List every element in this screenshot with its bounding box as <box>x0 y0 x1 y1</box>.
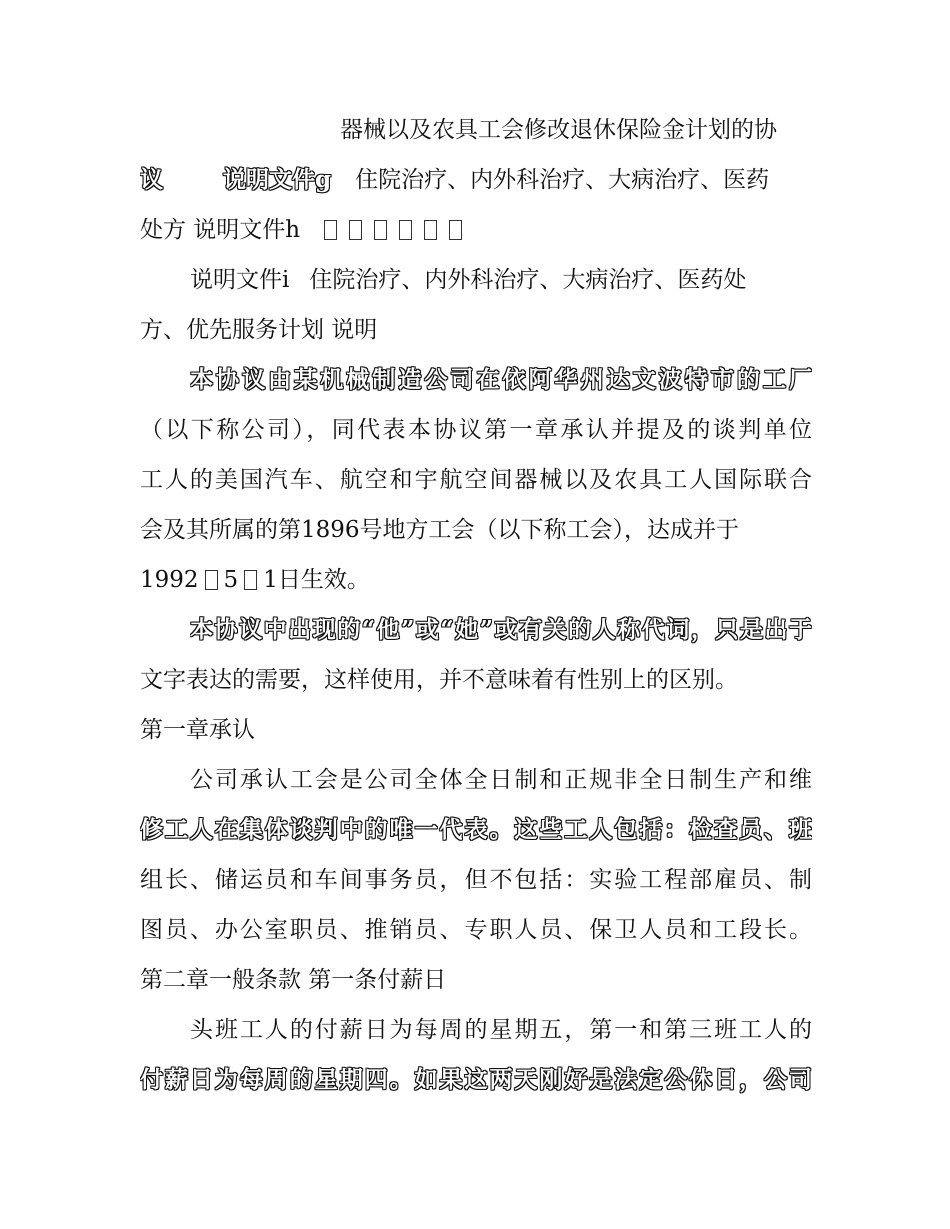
missing-glyph-box <box>349 220 362 240</box>
missing-glyph-box <box>324 220 337 240</box>
outlined-text: 说明文件g <box>223 166 332 193</box>
outlined-text: 议 <box>140 166 163 193</box>
text-line-12: 文字表达的需要，这样使用，并不意味着有性别上的区别。 <box>140 667 738 693</box>
text-line-17: 头班工人的付薪日为每周的星期五，第一和第三班工人的 <box>190 1017 812 1043</box>
text-line-18: 付薪日为每周的星期四。如果这两天刚好是法定公休日，公司 <box>140 1066 812 1093</box>
text-line-5: 方、优先服务计划 说明 <box>140 317 378 343</box>
missing-glyph-box <box>205 570 218 590</box>
missing-glyph-box <box>424 220 437 240</box>
chapter-heading-1: 第一章承认 <box>140 717 255 743</box>
text-line-16: 图员、办公室职员、推销员、专职人员、保卫人员和工段长。 <box>140 917 812 943</box>
chapter-heading-2: 第二章一般条款 第一条付薪日 <box>140 967 447 993</box>
text-line-7: （以下称公司），同代表本协议第一章承认并提及的谈判单位 <box>140 417 812 443</box>
missing-glyph-box <box>244 570 257 590</box>
missing-glyph-box <box>449 220 462 240</box>
text-line-2: 议 说明文件g 住院治疗、内外科治疗、大病治疗、医药 <box>140 166 770 193</box>
text-line-1: 器械以及农具工会修改退休保险金计划的协 <box>340 117 777 143</box>
text-line-4: 说明文件i 住院治疗、内外科治疗、大病治疗、医药处 <box>190 267 747 293</box>
missing-glyph-box <box>374 220 387 240</box>
text-line-9: 会及其所属的第1896号地方工会（以下称工会），达成并于 <box>140 517 740 543</box>
text-line-13: 公司承认工会是公司全体全日制和正规非全日制生产和维 <box>190 767 812 793</box>
text-line-3: 处方 说明文件h <box>140 213 812 247</box>
text-line-11: 本协议中出现的“他”或“她”或有关的人称代词，只是出于 <box>190 616 812 643</box>
text-line-14: 修工人在集体谈判中的唯一代表。这些工人包括：检查员、班 <box>140 816 812 843</box>
text-line-8: 工人的美国汽车、航空和宇航空间器械以及农具工人国际联合 <box>140 467 812 493</box>
text-line-6: 本协议由某机械制造公司在依阿华州达文波特市的工厂 <box>190 366 812 393</box>
text-line-15: 组长、储运员和车间事务员，但不包括：实验工程部雇员、制 <box>140 867 812 893</box>
missing-glyph-box <box>399 220 412 240</box>
text-line-10: 1992 5 1日生效。 <box>140 567 370 593</box>
